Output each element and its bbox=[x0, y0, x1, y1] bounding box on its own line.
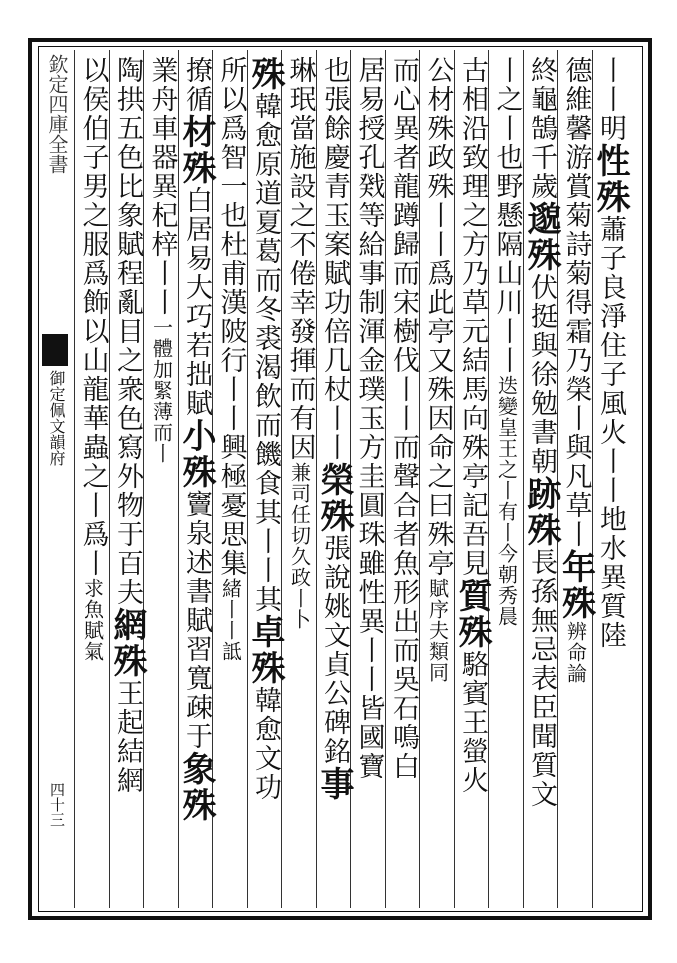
text-segment: 駱賓王螢火 bbox=[457, 650, 488, 795]
column-text bbox=[521, 56, 561, 809]
text-segment: 德維馨 bbox=[560, 56, 592, 143]
text-column bbox=[555, 50, 596, 908]
text-column bbox=[452, 50, 492, 908]
source-title: 欽定四庫全書 bbox=[45, 54, 69, 174]
text-column bbox=[488, 50, 523, 908]
headword: 年殊 bbox=[555, 549, 596, 621]
text-segment: 業 bbox=[146, 56, 178, 85]
small-annotation: 辨命論 bbox=[563, 621, 588, 684]
text-segment: 公材殊政殊丨丨爲此亭又殊因命之曰殊亭 bbox=[422, 56, 454, 578]
headword: 事 bbox=[314, 766, 354, 802]
text-segment: 也張餘慶青玉案賦功倍几杖丨丨 bbox=[319, 56, 350, 462]
small-annotation: 一體加緊薄而丨 bbox=[149, 317, 174, 464]
headword: 卓殊 bbox=[245, 614, 285, 686]
headword: 性殊 bbox=[590, 143, 630, 215]
text-column bbox=[143, 50, 178, 908]
headword: 邈殊 bbox=[521, 201, 561, 273]
headword: 跡殊 bbox=[521, 476, 561, 548]
text-column bbox=[521, 50, 561, 908]
book-title: 御定佩文韻府 bbox=[47, 370, 66, 466]
column-text bbox=[176, 56, 216, 823]
text-segment: 張說姚文貞公碑銘 bbox=[319, 534, 350, 766]
headword: 材殊 bbox=[176, 114, 216, 186]
text-columns bbox=[74, 50, 630, 908]
page-number: 四十三 bbox=[48, 782, 66, 827]
column-text bbox=[144, 56, 179, 464]
text-segment: 舟車器異杞梓丨丨 bbox=[146, 85, 178, 317]
text-segment: 而心異者龍蹲歸而宋樹伐丨丨而聲合者魚形出而吳石鳴白 bbox=[388, 56, 419, 781]
column-text bbox=[282, 56, 317, 630]
column-text bbox=[75, 56, 110, 662]
text-segment: 陶拱五色比象賦程亂目之衆色寫外物于百夫 bbox=[112, 56, 143, 607]
text-segment: 游賞菊詩菊得霜乃榮丨與凡草丨 bbox=[560, 143, 592, 549]
headword: 象殊 bbox=[176, 751, 216, 823]
text-segment: 蕭子良淨住子風火丨丨地水異質陸 bbox=[595, 215, 626, 650]
text-segment: 韓愈文功 bbox=[250, 686, 281, 802]
text-segment: 伏挺與徐勉書朝 bbox=[526, 273, 557, 476]
column-text bbox=[555, 56, 596, 684]
text-segment: 所以爲智一也杜甫漢陂行丨丨興極憂思集 bbox=[215, 56, 247, 578]
text-segment: 居易授孔戣等給事制渾金璞玉方圭圓珠雖性異丨丨皆國寶 bbox=[353, 56, 385, 781]
text-segment: 以侯伯子男之服爲飾以山龍華蟲之丨爲丨 bbox=[77, 56, 109, 578]
text-segment: 野懸隔山川丨丨 bbox=[491, 172, 523, 375]
text-column bbox=[107, 50, 147, 908]
column-text bbox=[386, 56, 421, 781]
small-annotation: 求魚賦氣 bbox=[80, 578, 105, 662]
headword: 質殊 bbox=[452, 578, 492, 650]
text-segment: 韓愈原道夏葛而冬裘渴飲而饑食其丨丨其 bbox=[250, 92, 281, 614]
text-segment: 終龜鵠千歲 bbox=[526, 56, 557, 201]
small-annotation: 兼司任切久政丨卜 bbox=[287, 462, 312, 630]
text-segment: 琳珉當施設之不倦幸發揮而有因 bbox=[284, 56, 316, 462]
small-annotation: 朝秀晨 bbox=[494, 564, 519, 627]
headword: 網殊 bbox=[107, 607, 147, 679]
text-column bbox=[212, 50, 247, 908]
fish-tail-mark-icon bbox=[42, 334, 68, 366]
headword: 小殊 bbox=[176, 418, 216, 490]
text-column bbox=[176, 50, 216, 908]
small-annotation: 緒丨丨詆 bbox=[218, 578, 243, 662]
text-column bbox=[281, 50, 316, 908]
small-annotation: 迭變皇王之丨有丨今 bbox=[494, 375, 519, 564]
left-margin bbox=[40, 52, 68, 908]
text-column bbox=[74, 50, 109, 908]
text-segment: 撩循 bbox=[181, 56, 212, 114]
text-segment: 王起結網 bbox=[112, 679, 143, 795]
column-text bbox=[590, 56, 630, 650]
text-segment: 竇泉述書賦習寬疎于 bbox=[181, 490, 212, 751]
text-segment: 白居易大巧若拙賦 bbox=[181, 186, 212, 418]
text-column bbox=[590, 50, 630, 908]
text-column bbox=[245, 50, 285, 908]
text-column bbox=[419, 50, 454, 908]
headword: 殊 bbox=[245, 56, 285, 92]
column-text bbox=[420, 56, 455, 683]
text-column bbox=[314, 50, 354, 908]
text-segment: 丨丨明 bbox=[595, 56, 626, 143]
small-annotation: 賦序夫類同 bbox=[425, 578, 450, 683]
column-text bbox=[314, 56, 354, 802]
column-text bbox=[107, 56, 147, 795]
text-segment: 長孫無忌表臣聞質文 bbox=[526, 548, 557, 809]
column-text bbox=[351, 56, 386, 781]
text-column bbox=[350, 50, 385, 908]
column-text bbox=[213, 56, 248, 662]
text-segment: 丨之丨也 bbox=[491, 56, 523, 172]
column-text bbox=[452, 56, 492, 795]
text-column bbox=[385, 50, 420, 908]
headword: 榮殊 bbox=[314, 462, 354, 534]
column-text bbox=[489, 56, 524, 627]
column-text bbox=[245, 56, 285, 802]
text-segment: 古相沿致理之方乃草元結馬向殊亭記吾見 bbox=[457, 56, 488, 578]
